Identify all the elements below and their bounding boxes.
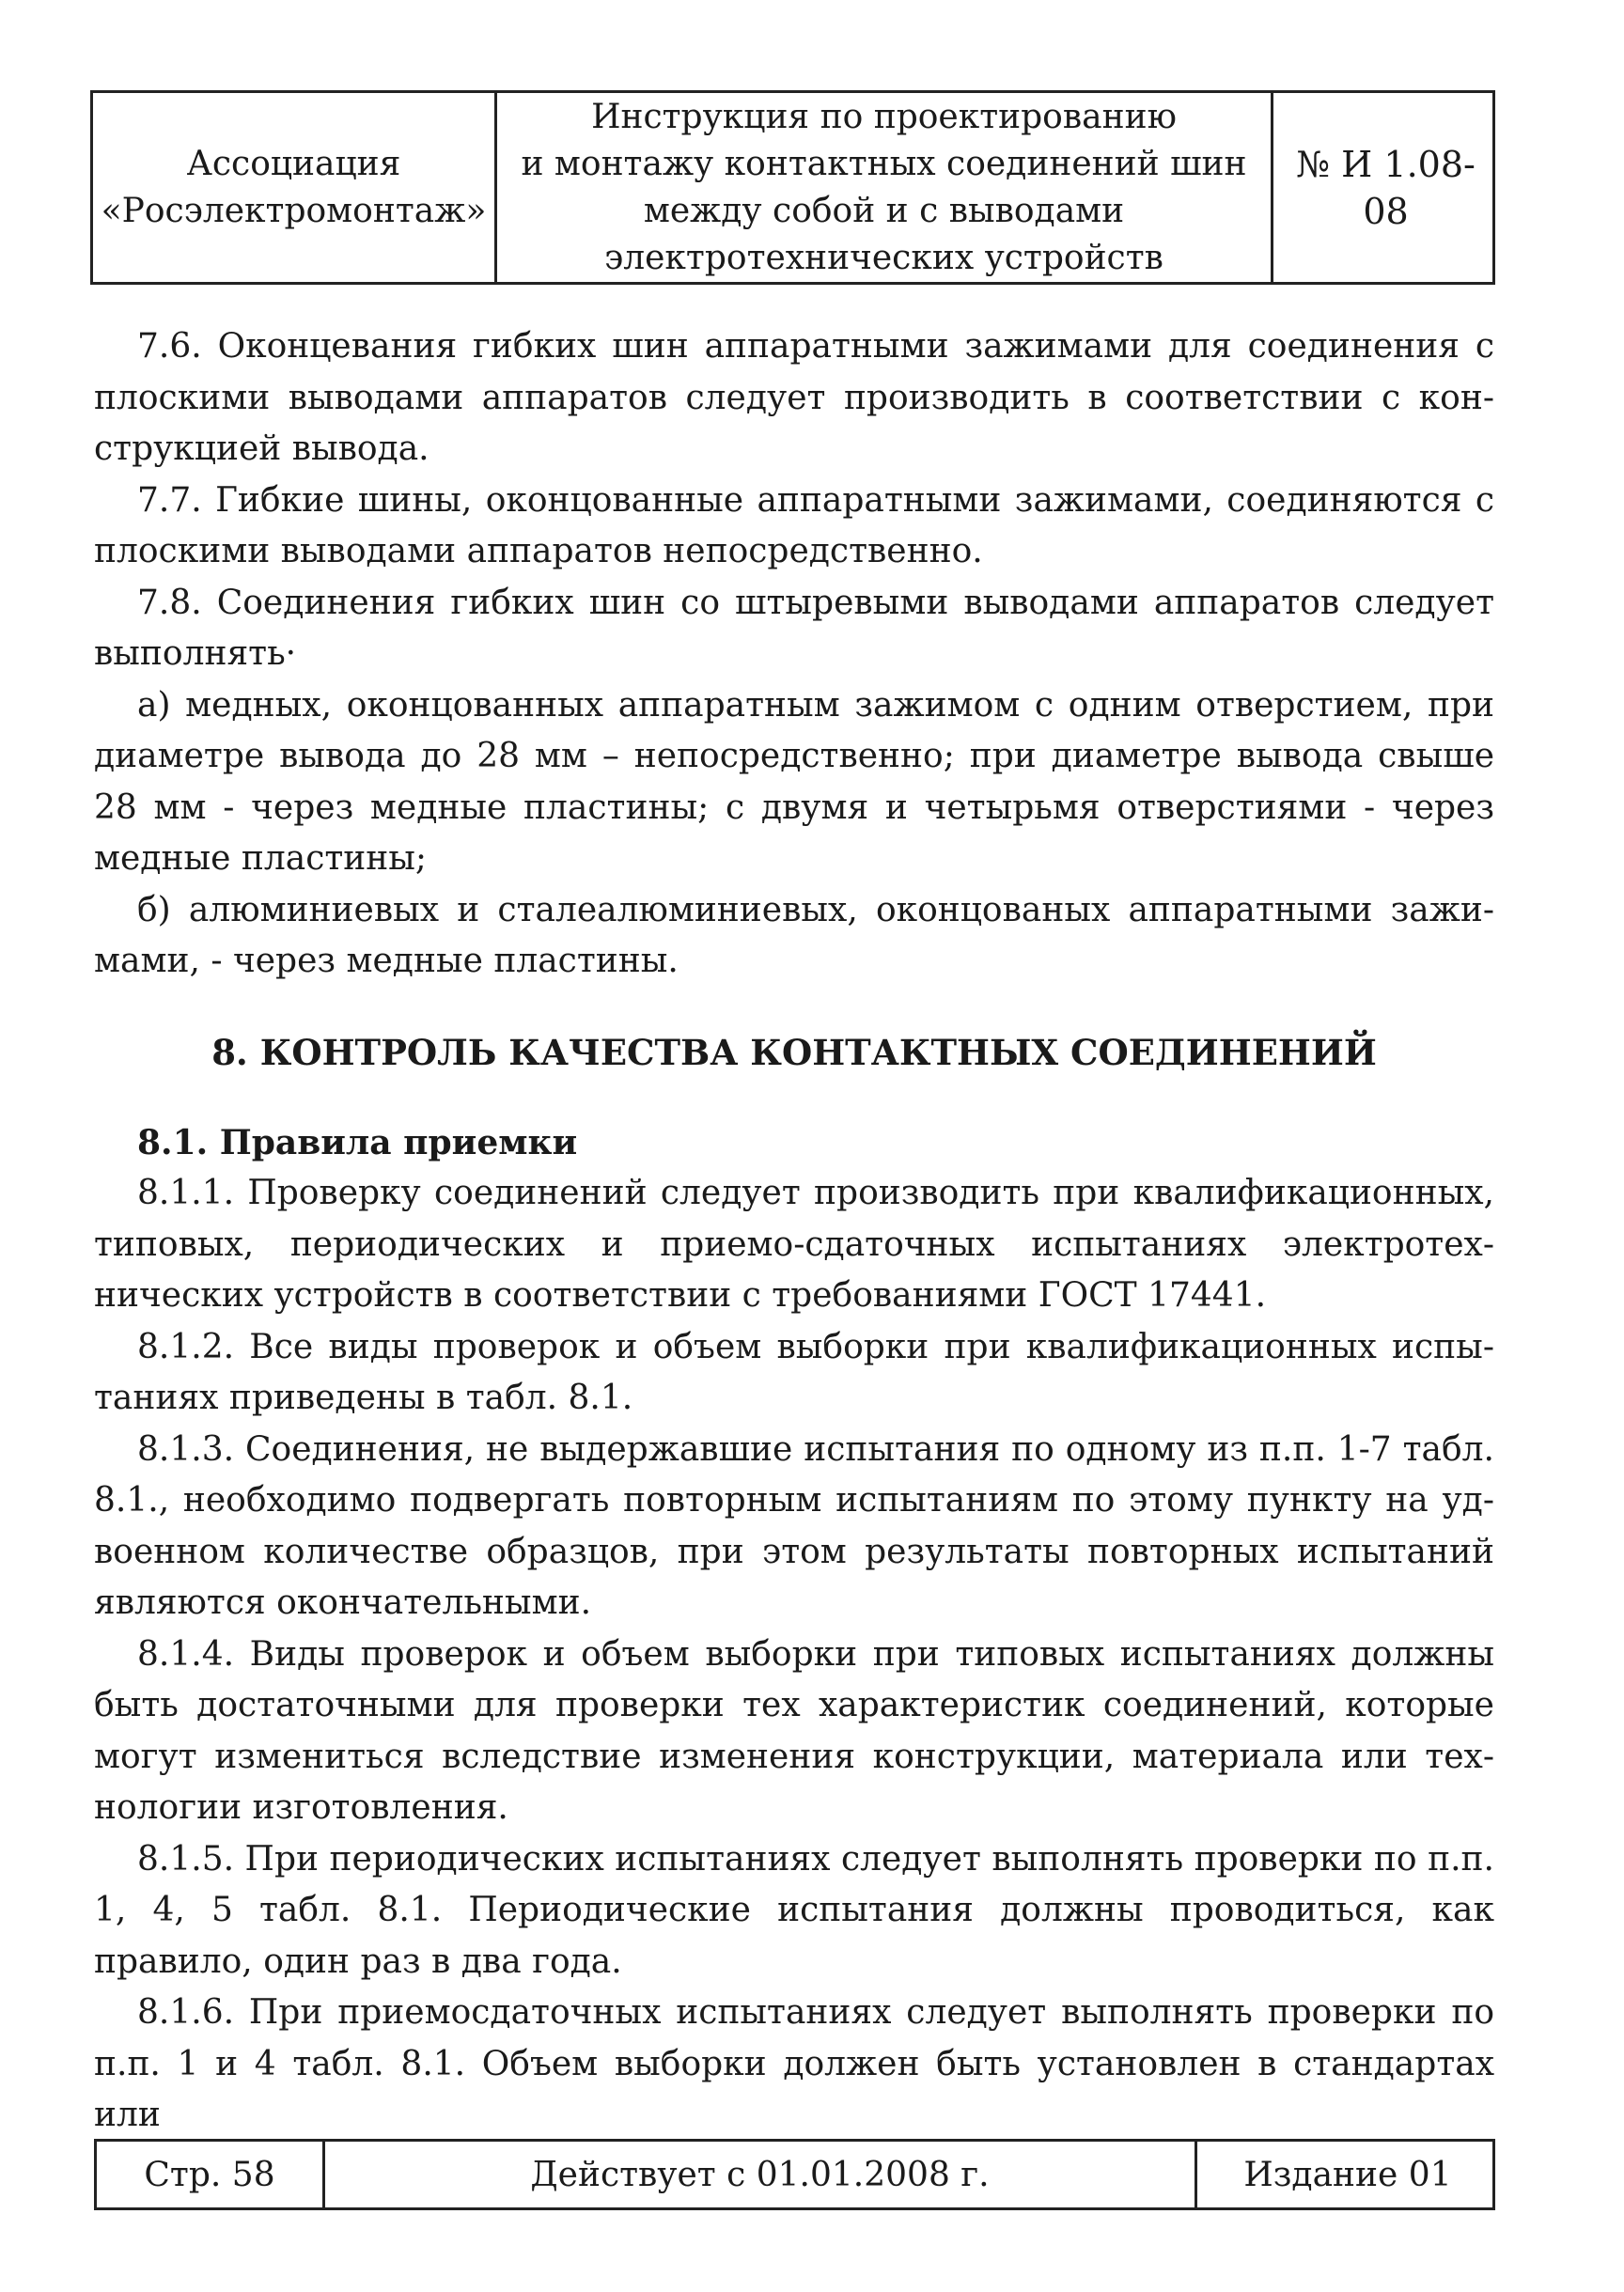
organization-cell	[93, 93, 494, 282]
effective-date: Действует с 01.01.2008 г.	[322, 2142, 1195, 2207]
edition-number: Издание 01	[1195, 2142, 1498, 2207]
organization-name-quoted: «Росэлектромонтаж»	[101, 191, 487, 230]
paragraph-7-6: 7.6. Оконцевания гибких шин аппаратными зажимами для соединения с плоскими выводами аппаратов следует производить в соответствии с конструкцией вывода.	[94, 327, 1494, 468]
document-title-line: Инструкция по проектированию	[591, 98, 1177, 136]
paragraph-8-1-2: 8.1.2. Все виды проверок и объем выборки при квалификационных испытаниях приведены в табл. 8.1.	[94, 1327, 1494, 1417]
section-8-title: 8. КОНТРОЛЬ КАЧЕСТВА КОНТАКТНЫХ СОЕДИНЕНИЙ	[211, 1031, 1377, 1073]
document-number: № И 1.08-08	[1296, 143, 1476, 232]
document-title-cell	[494, 93, 1271, 282]
document-title-line: между собой и с выводами	[643, 192, 1125, 230]
paragraph-7-7: 7.7. Гибкие шины, оконцованные аппаратными зажимами, соединяются с плоскими выводами аппаратов непосредственно.	[94, 480, 1494, 570]
paragraph-8-1-1: 8.1.1. Проверку соединений следует производить при квалификационных, типовых, периодических и приемо-сдаточных испытаниях электротехнических устройств в соответствии с требованиями ГОСТ 17441.	[94, 1174, 1494, 1315]
paragraph-8-1-6: 8.1.6. При приемосдаточных испытаниях следует выполнять проверки по п.п. 1 и 4 табл. 8.1. Объем выборки должен быть установлен в стандартах или	[94, 1993, 1494, 2134]
document-number-cell	[1271, 93, 1498, 282]
document-title-line: электротехнических устройств	[604, 239, 1163, 277]
paragraph-8-1-5: 8.1.5. При периодических испытаниях следует выполнять проверки по п.п. 1, 4, 5 табл. 8.1. Периодические испытания должны проводиться, как правило, один раз в два года.	[94, 1839, 1494, 1981]
document-footer-table	[94, 2139, 1495, 2210]
subsection-8-1-title: 8.1. Правила приемки	[137, 1122, 578, 1162]
paragraph-7-8-a: а) медных, оконцованных аппаратным зажимом с одним отверстием, при диаметре вывода до 28 мм – непосредственно; при диаметре вывода свыше 28 мм - через медные пластины; с двумя и четырьмя отверстиями - через медные пластины;	[94, 685, 1494, 878]
page-body	[94, 321, 1494, 2142]
paragraph-7-8: 7.8. Соединения гибких шин со штыревыми выводами аппаратов следует выполнять·	[94, 583, 1494, 673]
organization-name: Ассоциация	[186, 144, 401, 183]
paragraph-8-1-4: 8.1.4. Виды проверок и объем выборки при типовых испытаниях должны быть достаточными для проверки тех характеристик соединений, которые могут измениться вследствие изменения конструкции, материала или технологии изготовления.	[94, 1634, 1494, 1827]
page-number: Стр. 58	[144, 2155, 275, 2194]
document-title-line: и монтажу контактных соединений шин	[521, 145, 1247, 183]
document-header-table	[90, 90, 1495, 285]
paragraph-7-8-b: б) алюминиевых и сталеалюминиевых, оконцованых аппаратными зажимами, - через медные пластины.	[94, 890, 1494, 980]
paragraph-8-1-3: 8.1.3. Соединения, не выдержавшие испытания по одному из п.п. 1-7 табл. 8.1., необходимо подвергать повторным испытаниям по этому пункту на удвоенном количестве образцов, при этом результаты повторных испытаний являются окончательными.	[94, 1429, 1494, 1622]
